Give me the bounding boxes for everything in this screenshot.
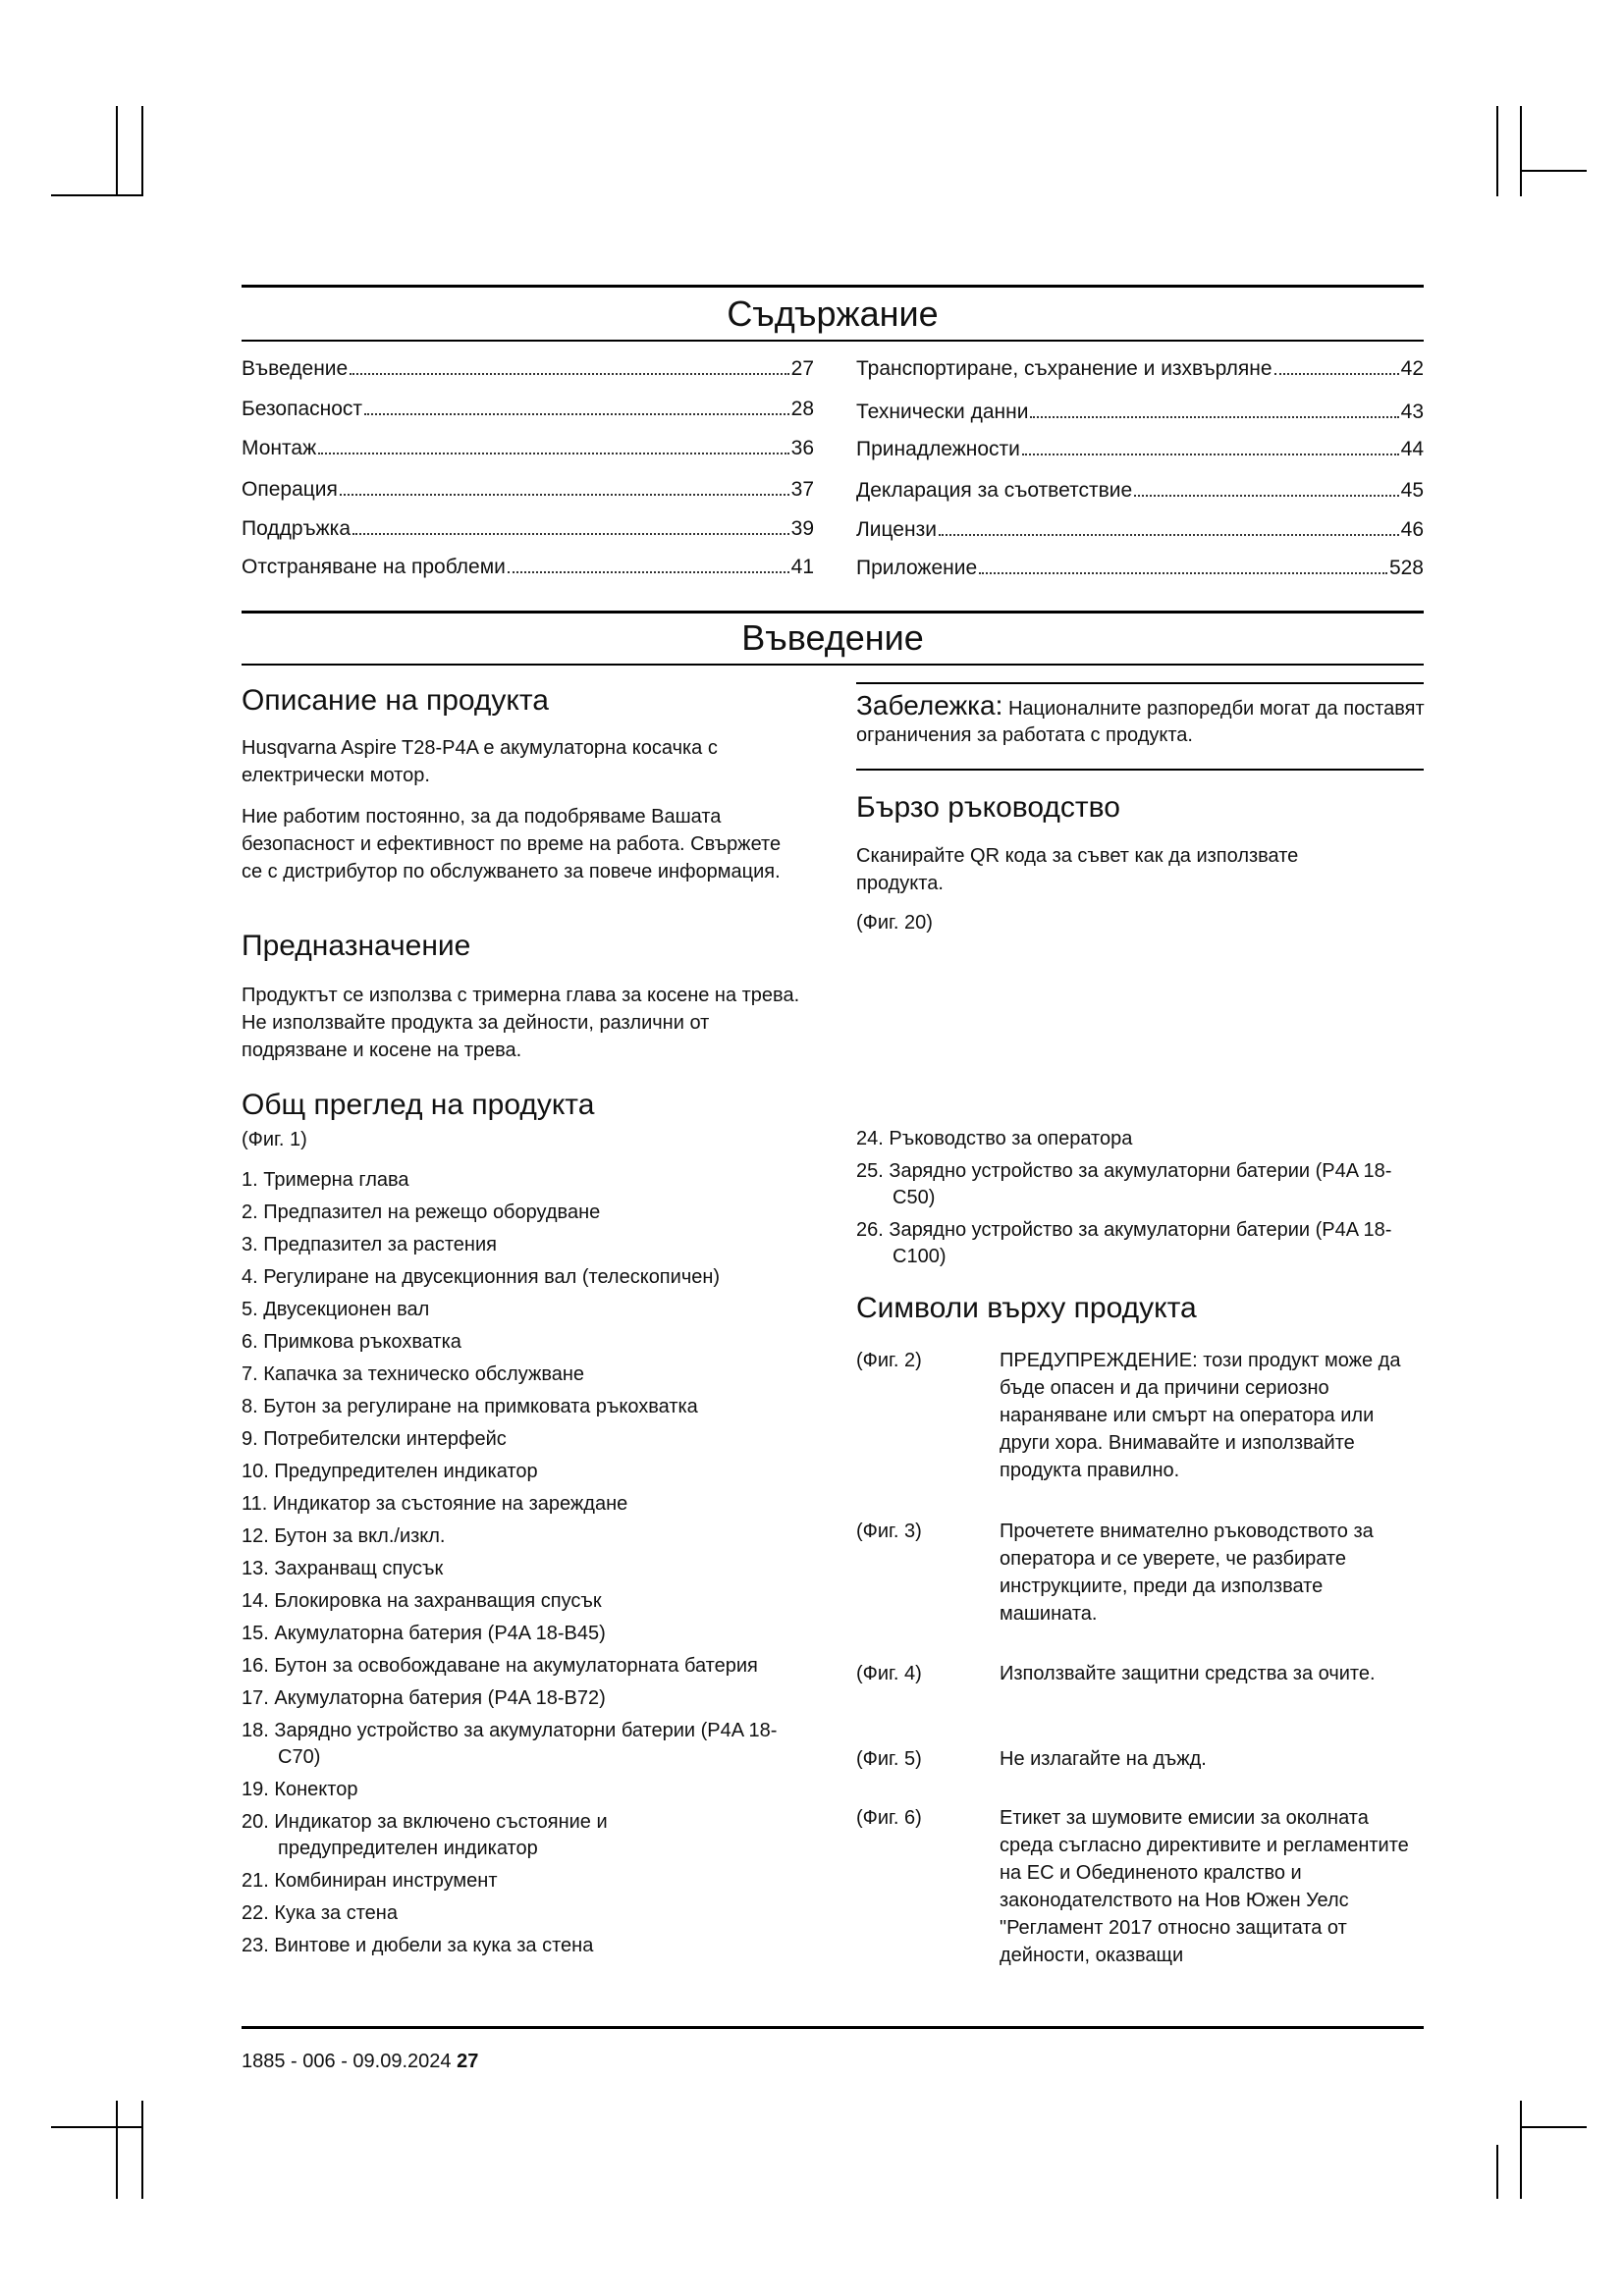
purpose-heading: Предназначение	[242, 930, 471, 962]
note-block	[856, 692, 1426, 749]
symbol-text: Прочетете внимателно ръководството за оператора и се уверете, че разбирате инструкциите, преди да използвате машината.	[1000, 1521, 1374, 1625]
symbol-fig: (Фиг. 3)	[856, 1521, 922, 1542]
list-item: 12. Бутон за вкл./изкл.	[242, 1525, 446, 1547]
list-item: 10. Предупредителен индикатор	[242, 1461, 538, 1482]
overview-list-left	[242, 1167, 831, 1965]
list-item: 4. Регулиране на двусекционния вал (телескопичен)	[242, 1266, 721, 1288]
quick-p1: Сканирайте QR кода за съвет как да използвате продукта.	[856, 845, 1299, 894]
list-item: 20. Индикатор за включено състояние и предупредителен индикатор	[242, 1811, 608, 1859]
symbols-heading: Символи върху продукта	[856, 1292, 1197, 1324]
symbol-row	[856, 1804, 1426, 1969]
toc-entry[interactable]: Безопасност 28	[242, 398, 814, 420]
symbol-text: Етикет за шумовите емисии за околната среда съгласно директивите и регламентите на ЕС и Обединеното кралство и законодателството на Нов Южен Уелс "Регламент 2017 относно защитата от дейности, оказващи	[1000, 1807, 1409, 1966]
toc-entry[interactable]: Технически данни 43	[856, 400, 1424, 423]
toc-entry[interactable]: Транспортиране, съхранение и изхвърляне 42	[856, 357, 1424, 380]
overview-list-right	[856, 1126, 1426, 1276]
list-item: 15. Акумулаторна батерия (P4A 18-B45)	[242, 1623, 606, 1644]
list-item: 16. Бутон за освобождаване на акумулаторната батерия	[242, 1655, 758, 1677]
list-item: 14. Блокировка на захранващия спусък	[242, 1590, 602, 1612]
intro-title-rule	[242, 664, 1424, 666]
list-item: 18. Зарядно устройство за акумулаторни батерии (P4A 18-C70)	[242, 1720, 778, 1768]
toc-entry[interactable]: Отстраняване на проблеми 41	[242, 556, 814, 578]
note-top-rule	[856, 682, 1424, 684]
list-item: 9. Потребителски интерфейс	[242, 1428, 507, 1450]
list-item: 1. Тримерна глава	[242, 1169, 409, 1191]
symbol-fig: (Фиг. 4)	[856, 1663, 922, 1684]
toc-title-rule	[242, 340, 1424, 342]
toc-entry[interactable]: Принадлежности 44	[856, 438, 1424, 460]
toc-title: Съдържание	[727, 294, 939, 334]
intro-title: Въведение	[741, 617, 924, 658]
symbol-row	[856, 1660, 1426, 1687]
list-item: 26. Зарядно устройство за акумулаторни батерии (P4A 18-C100)	[856, 1219, 1392, 1267]
quick-fig: (Фиг. 20)	[856, 912, 933, 934]
list-item: 19. Конектор	[242, 1779, 358, 1800]
list-item: 2. Предпазител на режещо оборудване	[242, 1201, 601, 1223]
list-item: 22. Кука за стена	[242, 1902, 398, 1924]
quick-heading: Бързо ръководство	[856, 791, 1120, 824]
list-item: 6. Примкова ръкохватка	[242, 1331, 461, 1353]
list-item: 7. Капачка за техническо обслужване	[242, 1363, 585, 1385]
toc-entry[interactable]: Приложение 528	[856, 557, 1424, 579]
toc-entry[interactable]: Декларация за съответствие 45	[856, 479, 1424, 502]
symbol-text: Използвайте защитни средства за очите.	[1000, 1663, 1376, 1684]
intro-top-rule	[242, 611, 1424, 614]
list-item: 21. Комбиниран инструмент	[242, 1870, 498, 1892]
note-lead: Забележка:	[856, 690, 1003, 721]
purpose-p1: Продуктът се използва с тримерна глава за косене на трева. Не използвайте продукта за дейности, различни от подрязване и косене на трева.	[242, 985, 800, 1061]
toc-entry[interactable]: Поддръжка 39	[242, 517, 814, 540]
list-item: 5. Двусекционен вал	[242, 1299, 430, 1320]
toc-entry[interactable]: Лицензи 46	[856, 518, 1424, 541]
list-item: 11. Индикатор за състояние на зареждане	[242, 1493, 628, 1515]
note-text: Националните разпоредби могат да поставят ограничения за работата с продукта.	[856, 698, 1425, 746]
symbol-text: Не излагайте на дъжд.	[1000, 1748, 1207, 1770]
description-heading: Описание на продукта	[242, 684, 549, 717]
symbol-row	[856, 1518, 1426, 1628]
overview-heading: Общ преглед на продукта	[242, 1089, 595, 1121]
note-bottom-rule	[856, 769, 1424, 771]
footer	[242, 2049, 478, 2074]
toc-top-rule	[242, 285, 1424, 288]
toc-entry[interactable]: Монтаж 36	[242, 437, 814, 459]
list-item: 13. Захранващ спусък	[242, 1558, 444, 1579]
description-p1: Husqvarna Aspire T28-P4A е акумулаторна косачка с електрически мотор.	[242, 737, 718, 786]
list-item: 25. Зарядно устройство за акумулаторни батерии (P4A 18-C50)	[856, 1160, 1392, 1208]
description-p2: Ние работим постоянно, за да подобряваме Вашата безопасност и ефективност по време на работа. Свържете се с дистрибутор по обслужването за повече информация.	[242, 806, 782, 882]
symbol-fig: (Фиг. 2)	[856, 1350, 922, 1371]
page-number: 27	[457, 2051, 479, 2072]
symbol-text: ПРЕДУПРЕЖДЕНИЕ: този продукт може да бъде опасен и да причини сериозно нараняване или смърт на оператора или други хора. Внимавайте и използвайте продукта правилно.	[1000, 1350, 1401, 1481]
list-item: 23. Винтове и дюбели за кука за стена	[242, 1935, 594, 1956]
footer-rule	[242, 2026, 1424, 2029]
toc-entry[interactable]: Операция 37	[242, 478, 814, 501]
list-item: 3. Предпазител за растения	[242, 1234, 497, 1255]
symbol-fig: (Фиг. 6)	[856, 1807, 922, 1829]
symbol-row	[856, 1347, 1426, 1484]
symbol-fig: (Фиг. 5)	[856, 1748, 922, 1770]
list-item: 8. Бутон за регулиране на примковата ръкохватка	[242, 1396, 698, 1417]
footer-code: 1885 - 006 - 09.09.2024	[242, 2051, 452, 2072]
list-item: 24. Ръководство за оператора	[856, 1128, 1133, 1149]
symbol-row	[856, 1745, 1426, 1773]
overview-fig: (Фиг. 1)	[242, 1129, 307, 1150]
list-item: 17. Акумулаторна батерия (P4A 18-B72)	[242, 1687, 606, 1709]
toc-entry[interactable]: Въведение 27	[242, 357, 814, 380]
